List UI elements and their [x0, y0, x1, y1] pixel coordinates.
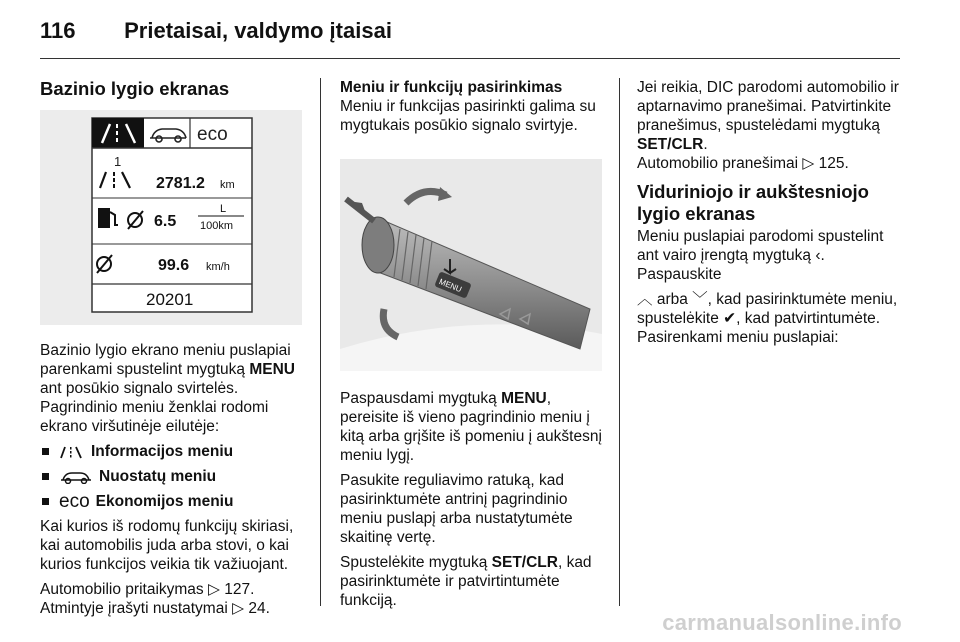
reference-arrow-icon: ▷ — [232, 600, 245, 617]
basic-display-illustration — [40, 110, 302, 325]
odometer-value: 2781.2 — [156, 175, 205, 192]
paragraph: Meniu puslapiai parodomi spustelint ant vairo įrengtą mygtuką ‹. — [637, 228, 884, 264]
section-heading-basic: Bazinio lygio ekranas — [40, 78, 230, 99]
paragraph: Spustelėkite mygtuką SET/CLR, kad pasirinktumėte ir patvirtintumėte funkciją. — [340, 554, 592, 609]
odometer-unit: km — [220, 179, 235, 191]
column-3 — [637, 78, 903, 347]
paragraph: Bazinio lygio ekrano meniu puslapiai parenkami spustelint mygtuką MENU ant posūkio signalo svirtelės. Pagrindinio meniu ženklai rodomi ekrano viršutinėje eilutėje: — [40, 342, 295, 435]
paragraph: Jei reikia, DIC parodomi automobilio ir aptarnavimo pranešimai. Patvirtinkite pranešimus, spustelėdami mygtuką SET/CLR. Automobilio pranešimai ▷ 125. — [637, 79, 899, 172]
bullet-label: Nuostatų meniu — [99, 468, 217, 485]
reference-arrow-icon: ▷ — [802, 155, 815, 172]
bullet-label: Informacijos meniu — [91, 443, 234, 460]
fuel-unit-bottom: 100km — [200, 220, 234, 232]
fuel-unit-top: L — [220, 203, 227, 215]
page-title: Prietaisai, valdymo įtaisai — [124, 18, 392, 43]
header-rule — [40, 58, 900, 59]
paragraph: ︿ arba ﹀, kad pasirinktumėte meniu, spustelėkite ✔, kad patvirtintumėte. Pasirenkami meniu puslapiai: — [637, 291, 898, 346]
subheading: Meniu ir funkcijų pasirinkimas — [340, 79, 563, 96]
speed-value: 99.6 — [158, 257, 190, 274]
column-2 — [340, 78, 606, 616]
page-header — [40, 18, 392, 44]
list-item — [40, 492, 308, 511]
total-odometer: 20201 — [146, 290, 194, 309]
list-item — [40, 467, 308, 486]
column-divider-1 — [320, 78, 321, 606]
eco-menu-icon: eco — [59, 491, 90, 512]
turn-signal-lever-illustration — [340, 159, 602, 371]
info-menu-icon — [59, 445, 85, 459]
column-1 — [40, 78, 308, 618]
page-number: 116 — [40, 18, 76, 43]
chevron-up-icon: ︿ — [637, 291, 653, 308]
fuel-value: 6.5 — [154, 213, 177, 230]
paragraph: Paspausdami mygtuką MENU, pereisite iš vieno pagrindinio meniu į kitą arba grįšite iš pomeniu į aukštesnį meniu lygį. — [340, 390, 602, 464]
section-heading-mid-upper: Viduriniojo ir aukštesniojo lygio ekranas — [637, 181, 869, 224]
paragraph: Kai kurios iš rodomų funkcijų skiriasi, kai automobilis juda arba stovi, o kai kurios funkcijos veikia tik važiuojant. — [40, 518, 294, 573]
column-divider-2 — [619, 78, 620, 606]
lever-graphic — [340, 159, 602, 371]
reference-arrow-icon: ▷ — [207, 581, 220, 598]
paragraph: Automobilio pritaikymas ▷ 127. Atmintyje įrašyti nustatymai ▷ 24. — [40, 581, 270, 617]
paragraph: Meniu ir funkcijas pasirinkti galima su mygtukais posūkio signalo svirtyje. — [340, 98, 596, 134]
bullet-label: Ekonomijos meniu — [95, 493, 234, 510]
list-item — [40, 442, 308, 461]
eco-label: eco — [197, 124, 228, 145]
dic-display-graphic — [40, 110, 302, 320]
trip-number: 1 — [114, 154, 122, 169]
watermark: carmanualsonline.info — [662, 610, 902, 635]
speed-unit: km/h — [206, 261, 230, 273]
checkmark-icon: ✔ — [723, 310, 737, 327]
paragraph: Pasukite reguliavimo ratuką, kad pasirinktumėte antrinį pagrindinio meniu puslapį arba nustatytumėte skaitinę vertę. — [340, 472, 573, 546]
paragraph: Paspauskite — [637, 266, 722, 283]
menu-button-label: MENU — [437, 276, 463, 295]
car-settings-icon — [59, 470, 93, 484]
chevron-down-icon: ﹀ — [692, 291, 708, 308]
